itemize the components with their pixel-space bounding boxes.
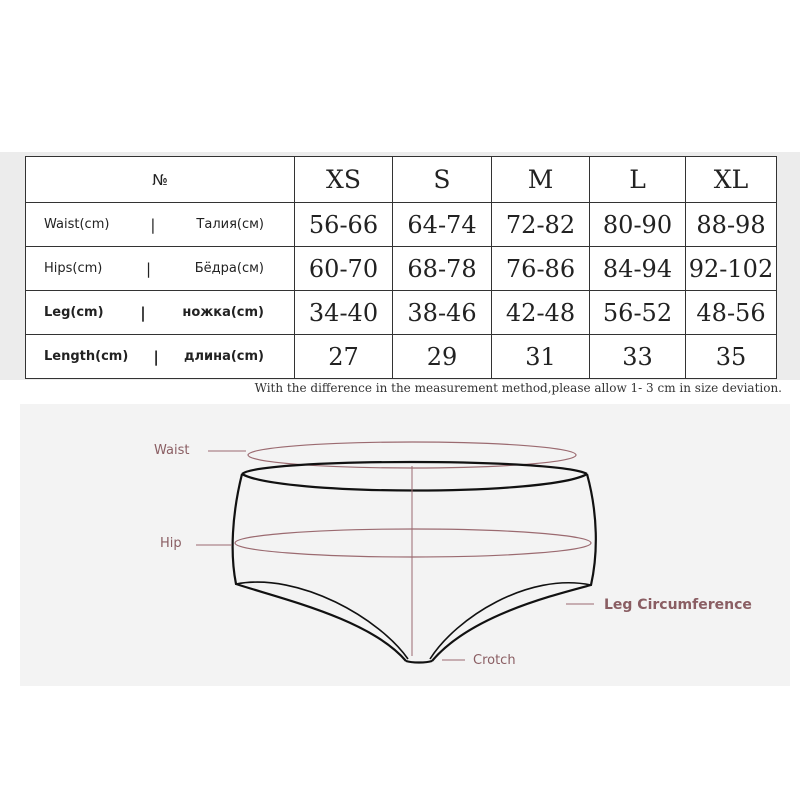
row-label-en: Length(cm) <box>44 349 129 364</box>
row-label-ru: Талия(см) <box>196 217 264 232</box>
value-cell: 31 <box>492 335 590 379</box>
row-label-ru: длина(cm) <box>183 349 264 364</box>
briefs-outline-left <box>233 474 406 661</box>
row-label-cell <box>26 247 295 291</box>
measurement-row <box>26 291 777 335</box>
measurement-note: With the difference in the measurement method,please allow 1- 3 cm in size deviation. <box>254 381 782 395</box>
size-header-2: M <box>492 157 590 203</box>
size-header-1: S <box>393 157 492 203</box>
hip-measure-ellipse <box>235 529 591 557</box>
leg-line-left <box>236 582 408 659</box>
value-cell: 56-52 <box>590 291 686 335</box>
value-cell: 72-82 <box>492 203 590 247</box>
row-label-cell <box>26 203 295 247</box>
measurement-row <box>26 335 777 379</box>
size-header-4: XL <box>686 157 777 203</box>
value-cell: 27 <box>295 335 393 379</box>
hip-label: Hip <box>160 536 182 551</box>
row-label-separator: | <box>153 347 159 366</box>
number-sign-cell: № <box>26 157 295 203</box>
row-label-cell <box>26 291 295 335</box>
row-label-separator: | <box>150 215 156 234</box>
value-cell: 84-94 <box>590 247 686 291</box>
size-header-row <box>26 157 777 203</box>
value-cell: 29 <box>393 335 492 379</box>
leg-circumference-label: Leg Circumference <box>604 597 752 613</box>
value-cell: 76-86 <box>492 247 590 291</box>
value-cell: 42-48 <box>492 291 590 335</box>
waistband-bottom <box>242 474 587 491</box>
value-cell: 88-98 <box>686 203 777 247</box>
value-cell: 38-46 <box>393 291 492 335</box>
row-label-separator: | <box>140 303 146 322</box>
value-cell: 60-70 <box>295 247 393 291</box>
value-cell: 35 <box>686 335 777 379</box>
briefs-outline-right <box>432 474 596 661</box>
row-label-separator: | <box>146 259 152 278</box>
crotch-outline <box>406 661 432 663</box>
value-cell: 64-74 <box>393 203 492 247</box>
leg-line-right <box>430 583 591 659</box>
value-cell: 34-40 <box>295 291 393 335</box>
row-label-en: Waist(cm) <box>44 217 110 232</box>
size-chart-table <box>25 156 777 379</box>
value-cell: 92-102 <box>686 247 777 291</box>
row-label-en: Hips(cm) <box>44 261 103 276</box>
size-header-0: XS <box>295 157 393 203</box>
waist-label: Waist <box>154 443 190 458</box>
crotch-label: Crotch <box>473 653 516 668</box>
briefs-diagram <box>20 404 790 686</box>
measurement-row <box>26 247 777 291</box>
value-cell: 33 <box>590 335 686 379</box>
value-cell: 48-56 <box>686 291 777 335</box>
row-label-cell <box>26 335 295 379</box>
measurement-row <box>26 203 777 247</box>
value-cell: 68-78 <box>393 247 492 291</box>
value-cell: 56-66 <box>295 203 393 247</box>
row-label-ru: ножка(cm) <box>182 305 264 320</box>
row-label-ru: Бёдра(см) <box>194 261 264 276</box>
size-header-3: L <box>590 157 686 203</box>
diagram-panel <box>20 404 790 686</box>
row-label-en: Leg(cm) <box>44 305 104 320</box>
value-cell: 80-90 <box>590 203 686 247</box>
